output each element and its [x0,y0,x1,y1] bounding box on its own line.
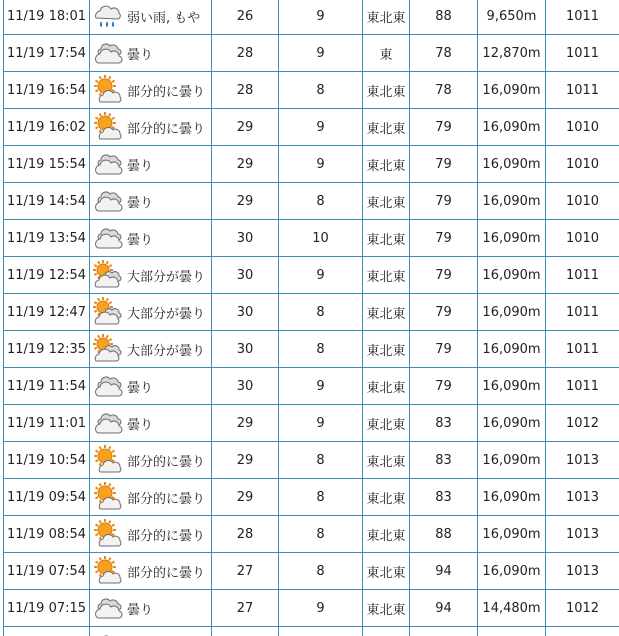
condition-text: 曇り [127,602,154,618]
partly-cloudy-icon [92,518,124,550]
table-row [4,35,619,72]
visibility: 16,090m [478,516,546,553]
condition-text: 大部分が曇り [127,269,206,285]
observation-time: 11/19 11:01 [4,405,90,442]
table-row [4,590,619,627]
observation-time: 11/19 10:54 [4,442,90,479]
table-row [4,442,619,479]
pressure: 1013 [546,479,619,516]
condition-text: 曇り [127,158,154,174]
observation-time: 11/19 12:47 [4,294,90,331]
dew-point: 8 [279,553,363,590]
condition-cell [90,627,212,636]
observation-time: 11/19 12:54 [4,257,90,294]
cloudy-icon [92,148,124,180]
pressure: 1012 [546,590,619,627]
wind-direction: 東北東 [363,331,410,368]
wind-direction [363,627,410,636]
wind-direction: 東北東 [363,590,410,627]
dew-point: 9 [279,35,363,72]
table-row [4,257,619,294]
partly-cloudy-icon [92,111,124,143]
observation-time: 11/19 08:54 [4,516,90,553]
observation-time: 11/19 16:54 [4,72,90,109]
pressure: 1011 [546,368,619,405]
condition-text: 曇り [127,232,154,248]
condition-cell [90,109,212,146]
table-row [4,220,619,257]
cloudy-icon [92,37,124,69]
visibility: 16,090m [478,109,546,146]
temperature: 29 [212,183,279,220]
pressure: 1011 [546,294,619,331]
dew-point: 9 [279,257,363,294]
visibility: 16,090m [478,146,546,183]
condition-cell [90,35,212,72]
wind-direction: 東北東 [363,294,410,331]
partly-cloudy-icon [92,74,124,106]
wind-direction: 東北東 [363,479,410,516]
pressure: 1013 [546,516,619,553]
visibility: 16,090m [478,294,546,331]
humidity [410,627,478,636]
wind-direction: 東北東 [363,183,410,220]
humidity: 88 [410,0,478,35]
table-row [4,331,619,368]
condition-cell [90,405,212,442]
condition-cell [90,590,212,627]
pressure: 1011 [546,331,619,368]
mostly-cloudy-icon [92,296,124,328]
dew-point: 8 [279,479,363,516]
dew-point: 9 [279,590,363,627]
visibility: 16,090m [478,442,546,479]
humidity: 79 [410,331,478,368]
pressure: 1012 [546,405,619,442]
temperature: 26 [212,0,279,35]
observation-time: 11/19 11:54 [4,368,90,405]
table-row [4,627,619,636]
condition-cell [90,479,212,516]
wind-direction: 東北東 [363,146,410,183]
weather-history-table [3,0,619,636]
cloudy-icon [92,629,124,636]
humidity: 79 [410,220,478,257]
cloudy-icon [92,592,124,624]
humidity: 83 [410,442,478,479]
visibility [478,627,546,636]
condition-cell [90,257,212,294]
condition-cell [90,183,212,220]
humidity: 79 [410,257,478,294]
temperature: 29 [212,405,279,442]
wind-direction: 東北東 [363,405,410,442]
temperature: 27 [212,590,279,627]
table-row [4,183,619,220]
temperature: 28 [212,72,279,109]
wind-direction: 東北東 [363,72,410,109]
dew-point: 9 [279,368,363,405]
humidity: 79 [410,146,478,183]
humidity: 79 [410,294,478,331]
wind-direction: 東北東 [363,368,410,405]
humidity: 83 [410,405,478,442]
condition-cell [90,331,212,368]
wind-direction: 東北東 [363,442,410,479]
pressure: 1011 [546,257,619,294]
table-row [4,405,619,442]
observation-time: 11/19 13:54 [4,220,90,257]
wind-direction: 東北東 [363,257,410,294]
temperature: 30 [212,368,279,405]
condition-cell [90,0,212,35]
observation-time: 11/19 07:54 [4,553,90,590]
dew-point: 9 [279,0,363,35]
temperature: 28 [212,516,279,553]
pressure: 1010 [546,146,619,183]
condition-cell [90,72,212,109]
condition-cell [90,220,212,257]
condition-text: 部分的に曇り [127,454,206,470]
visibility: 12,870m [478,35,546,72]
condition-text: 曇り [127,380,154,396]
pressure: 1010 [546,220,619,257]
pressure: 1011 [546,0,619,35]
condition-cell [90,442,212,479]
table-row [4,0,619,35]
cloudy-icon [92,370,124,402]
dew-point: 8 [279,72,363,109]
observation-time: 11/19 18:01 [4,0,90,35]
table-row [4,553,619,590]
dew-point: 8 [279,516,363,553]
table-row [4,72,619,109]
pressure: 1013 [546,553,619,590]
humidity: 94 [410,553,478,590]
condition-text: 部分的に曇り [127,491,206,507]
observation-time: 11/19 14:54 [4,183,90,220]
temperature: 27 [212,553,279,590]
rain-cloud-icon [92,0,124,32]
dew-point: 8 [279,442,363,479]
condition-cell [90,516,212,553]
partly-cloudy-icon [92,444,124,476]
condition-text: 曇り [127,195,154,211]
temperature: 30 [212,220,279,257]
wind-direction: 東北東 [363,553,410,590]
visibility: 9,650m [478,0,546,35]
visibility: 16,090m [478,405,546,442]
observation-time: 11/19 16:02 [4,109,90,146]
condition-text: 部分的に曇り [127,84,206,100]
temperature: 29 [212,109,279,146]
pressure: 1010 [546,109,619,146]
observation-time [4,627,90,636]
humidity: 78 [410,72,478,109]
temperature: 29 [212,479,279,516]
dew-point: 8 [279,294,363,331]
table-row [4,109,619,146]
visibility: 16,090m [478,479,546,516]
visibility: 16,090m [478,220,546,257]
humidity: 79 [410,109,478,146]
cloudy-icon [92,407,124,439]
mostly-cloudy-icon [92,333,124,365]
condition-text: 弱い雨, もや [127,10,201,26]
table-row [4,146,619,183]
temperature: 28 [212,35,279,72]
pressure [546,627,619,636]
temperature [212,627,279,636]
wind-direction: 東北東 [363,220,410,257]
cloudy-icon [92,185,124,217]
temperature: 30 [212,257,279,294]
condition-text: 大部分が曇り [127,306,206,322]
condition-cell [90,368,212,405]
humidity: 79 [410,368,478,405]
temperature: 29 [212,146,279,183]
humidity: 78 [410,35,478,72]
pressure: 1013 [546,442,619,479]
observation-time: 11/19 15:54 [4,146,90,183]
temperature: 30 [212,294,279,331]
visibility: 16,090m [478,331,546,368]
table-row [4,368,619,405]
partly-cloudy-icon [92,481,124,513]
table-row [4,516,619,553]
dew-point: 8 [279,331,363,368]
pressure: 1011 [546,72,619,109]
visibility: 16,090m [478,553,546,590]
visibility: 16,090m [478,183,546,220]
humidity: 94 [410,590,478,627]
table-row [4,294,619,331]
visibility: 16,090m [478,257,546,294]
condition-text: 部分的に曇り [127,565,206,581]
observation-time: 11/19 12:35 [4,331,90,368]
wind-direction: 東北東 [363,109,410,146]
table-body [4,0,619,636]
dew-point: 8 [279,183,363,220]
observation-time: 11/19 07:15 [4,590,90,627]
condition-text: 部分的に曇り [127,528,206,544]
condition-text: 部分的に曇り [127,121,206,137]
humidity: 83 [410,479,478,516]
humidity: 88 [410,516,478,553]
observation-time: 11/19 09:54 [4,479,90,516]
temperature: 29 [212,442,279,479]
condition-cell [90,294,212,331]
condition-text: 曇り [127,47,154,63]
condition-text: 曇り [127,417,154,433]
dew-point: 9 [279,146,363,183]
partly-cloudy-icon [92,555,124,587]
pressure: 1010 [546,183,619,220]
dew-point [279,627,363,636]
dew-point: 10 [279,220,363,257]
cloudy-icon [92,222,124,254]
temperature: 30 [212,331,279,368]
dew-point: 9 [279,109,363,146]
pressure: 1011 [546,35,619,72]
dew-point: 9 [279,405,363,442]
wind-direction: 東 [363,35,410,72]
wind-direction: 東北東 [363,516,410,553]
mostly-cloudy-icon [92,259,124,291]
visibility: 16,090m [478,368,546,405]
visibility: 14,480m [478,590,546,627]
visibility: 16,090m [478,72,546,109]
condition-text: 大部分が曇り [127,343,206,359]
table-row [4,479,619,516]
observation-time: 11/19 17:54 [4,35,90,72]
wind-direction: 東北東 [363,0,410,35]
condition-cell [90,553,212,590]
humidity: 79 [410,183,478,220]
condition-cell [90,146,212,183]
